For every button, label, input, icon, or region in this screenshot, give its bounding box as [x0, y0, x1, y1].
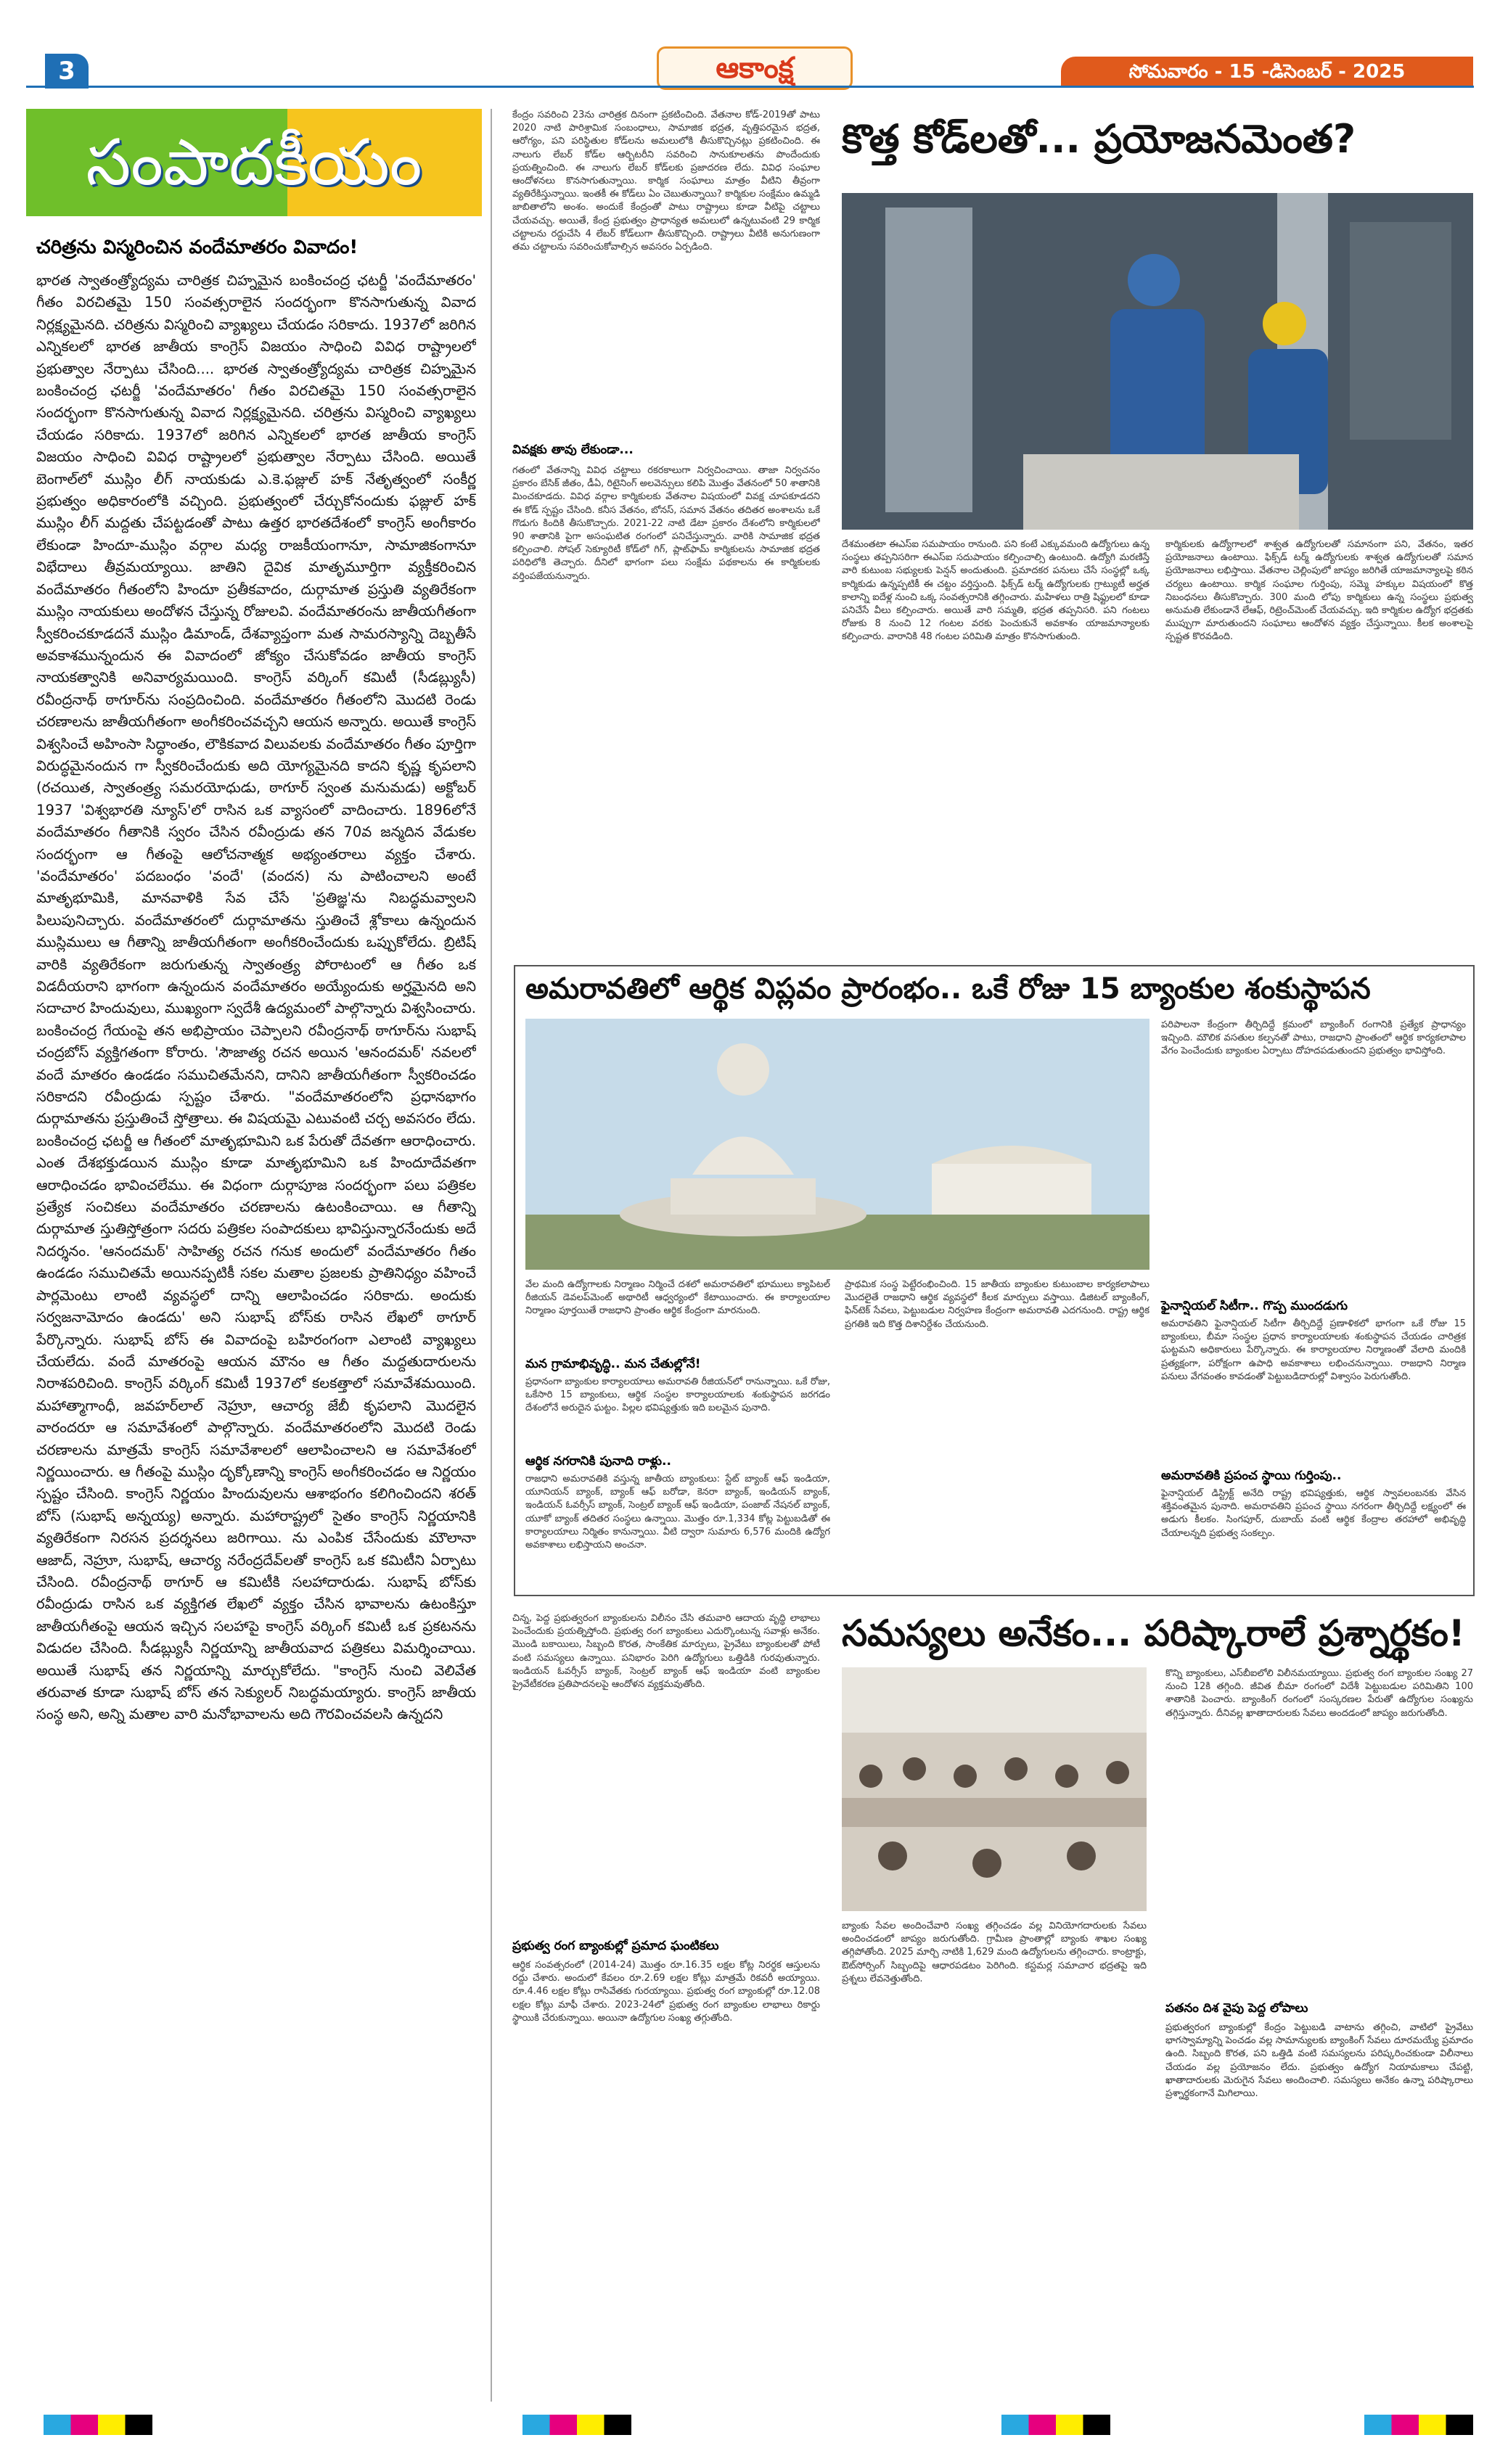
- page-number: 3: [45, 54, 89, 89]
- article2-caption: వేల మంది ఉద్యోగాలకు నిర్మాణం నిర్మించే దశలో అమరావతిలో భూములు క్యాపిటల్ రీజియన్ డెవలప్‌మెంట్ అథారిటీ ఆధ్వర్యంలో కేటాయించారు. ఈ కార్యాలయాల నిర్మాణం పూర్తయితే రాజధాని ప్రాంతం ఆర్థిక కేంద్రంగా మారనుంది.: [525, 1279, 830, 1317]
- article2-text-right: పరిపాలనా కేంద్రంగా తీర్చిదిద్దే క్రమంలో బ్యాంకింగ్ రంగానికి ప్రత్యేక ప్రాధాన్యం ఇచ్చింది. మౌలిక వసతుల కల్పనతో పాటు, రాజధాని ప్రాంతంలో ఆర్థిక కార్యకలాపాల వేగం పెంచేందుకు బ్యాంకుల ఏర్పాటు దోహదపడుతుందని ప్రభుత్వం భావిస్తోంది.: [1161, 1019, 1466, 1057]
- header-rule: [26, 86, 1474, 88]
- buddha-illustration: [525, 1019, 1149, 1270]
- article2-text-mid2: రాజధాని అమరావతికి వస్తున్న జాతీయ బ్యాంకులు: స్టేట్ బ్యాంక్ ఆఫ్ ఇండియా, యూనియన్ బ్యాంక్, బ్యాంక్ ఆఫ్ బరోడా, కెనరా బ్యాంక్, ఇండియన్ బ్యాంక్, ఇండియన్ ఓవర్సీస్ బ్యాంక్, సెంట్రల్ బ్యాంక్ ఆఫ్ ఇండియా, పంజాబ్ నేషనల్ బ్యాంక్, యూకో బ్యాంక్ తదితర సంస్థలు ఉన్నాయి. మొత్తం రూ.1,334 కోట్ల పెట్టుబడితో ఈ కార్యాలయాలు నిర్మితం కానున్నాయి. వీటి ద్వారా సుమారు 6,576 మందికి ఉద్యోగ అవకాశాలు లభిస్తాయని అంచనా.: [525, 1474, 830, 1551]
- masthead-logo: ఆకాంక్ష: [657, 46, 853, 90]
- article2-subhead-finance: ఫైనాన్షియల్ సిటీగా.. గొప్ప ముందడుగు: [1161, 1299, 1348, 1313]
- buddha-statue-photo: [525, 1019, 1149, 1270]
- color-registration-bar: [1364, 2415, 1473, 2435]
- article1-subhead: వివక్షకు తావు లేకుండా...: [512, 443, 634, 457]
- article2-subhead-foundation: ఆర్థిక నగరానికి పునాది రాళ్లు..: [525, 1454, 671, 1469]
- column-divider: [491, 109, 492, 2402]
- article2-text-right3: ఫైనాన్షియల్ డిస్ట్రిక్ట్ అనేది రాష్ట్ర భవిష్యత్తుకు, ఆర్థిక స్వావలంబనకు వేసిన శక్తివంతమైన పునాది. అమరావతిని ప్రపంచ స్థాయి నగరంగా తీర్చిదిద్దే లక్ష్యంలో ఈ అడుగు కీలకం. సింగపూర్, దుబాయ్ వంటి ఆర్థిక కేంద్రాల తరహాలో అభివృద్ధి చేయాలన్నది ప్రభుత్వ సంకల్పం.: [1161, 1488, 1466, 1539]
- date-banner: సోమవారం - 15 -డిసెంబర్ - 2025: [1061, 57, 1473, 87]
- article2-text-mid3: ప్రాథమిక సంస్థ పెట్టేరంభించింది. 15 జాతీయ బ్యాంకుల కుటుంబాల కార్యకలాపాలు మొదలైతే రాజధాని ఆర్థిక వ్యవస్థలో కీలక మార్పులు వస్తాయి. డిజిటల్ బ్యాంకింగ్, ఫిన్‌టెక్ సేవలు, పెట్టుబడుల నిర్వహణ కేంద్రంగా అమరావతి ఎదగనుంది. రాష్ట్ర ఆర్థిక ప్రగతికి ఇది కొత్త దిశానిర్దేశం చేయనుంది.: [845, 1279, 1149, 1330]
- color-registration-bar: [1001, 2415, 1110, 2435]
- article3-text-right: కొన్ని బ్యాంకులు, ఎస్‌బీఐలోలి విలీనమయ్యాయి. ప్రభుత్వ రంగ బ్యాంకుల సంఖ్య 27 నుంచి 12కి తగ్గింది. జీవిత బీమా రంగంలో విదేశీ పెట్టుబడుల పరిమితిని 100 శాతానికి పెంచారు. బ్యాంకింగ్ రంగంలో సంస్కరణల పేరుతో ఉద్యోగుల సంఖ్యను తగ్గిస్తున్నారు. దీనివల్ల ఖాతాదారులకు సేవలు అందడంలో జాప్యం జరుగుతోంది.: [1165, 1668, 1473, 1719]
- factory-workers-photo: [842, 193, 1473, 530]
- factory-illustration: [842, 193, 1473, 530]
- article3-text-left2: ఆర్థిక సంవత్సరంలో (2014-24) మొత్తం రూ.16.35 లక్షల కోట్ల నిరర్థక ఆస్తులను రద్దు చేశారు. అందులో కేవలం రూ.2.69 లక్షల కోట్లు మాత్రమే రికవరీ అయ్యాయి. రూ.4.46 లక్షల కోట్లు రాసివేతకు గురయ్యాయి. ప్రభుత్వ రంగ బ్యాంకుల్లో రూ.12.08 లక్షల కోట్లు మాఫీ చేశారు. 2023-24లో ప్రభుత్వ రంగ బ్యాంకుల లాభాలు రికార్డు స్థాయికి చేరుకున్నాయి. అయినా ఉద్యోగుల సంఖ్య తగ్గుతోంది.: [512, 1960, 820, 2024]
- article1-intro: కేంద్రం సవరించి 23ను చారిత్రక దినంగా ప్రకటించింది. వేతనాల కోడ్-2019తో పాటు 2020 నాటి పారిశ్రామిక సంబంధాలు, సామాజిక భద్రత, వృత్తిపరమైన భద్రత, ఆరోగ్యం, పని పరిస్థితుల కోడ్‌లను అమలులోకి తీసుకొచ్చినట్లు ప్రకటించింది. ఈ నాలుగు లేబర్ కోడ్‌ల ఆర్బిటరీని సవరించి సానుకూలతను పొందేందుకు ప్రయత్నించింది. ఈ నాలుగు లేబర్ కోడ్‌లకు ప్రజాదరణ లేదు. వివిధ సంఘాల ఆందోళనలు కొనసాగుతున్నాయి. కార్మిక సంఘాలు మాత్రం వీటిని తీవ్రంగా వ్యతిరేకిస్తున్నాయి. ఇంతకీ ఈ కోడ్‌లు ఏం చెబుతున్నాయి? కార్మికుల సంక్షేమం ఉమ్మడి జాబితాలోని అంశం. అందుకే కేంద్రంతో పాటు రాష్ట్రాలు కూడా వీటిపై చట్టాలు చేయవచ్చు. అయితే, కేంద్ర ప్రభుత్వం ప్రాధాన్యత అమలులో ఉన్నటువంటి 29 కార్మిక చట్టాలను రద్దుచేసి 4 లేబర్ కోడ్‌లుగా తీసుకొచ్చింది. రాష్ట్రాలు వీటికి అనుగుణంగా తమ చట్టాలను సవరించుకోవాల్సిన అవసరం ఏర్పడింది.: [512, 110, 820, 253]
- editorial-title: చరిత్రను విస్మరించిన వందేమాతరం వివాదం!: [36, 237, 358, 258]
- color-registration-bar: [44, 2415, 152, 2435]
- article1-text-right: కార్మికులకు ఉద్యోగాలలో శాశ్వత ఉద్యోగులతో సమానంగా పని, వేతనం, ఇతర ప్రయోజనాలు ఉంటాయి. ఫిక్స్‌డ్ టర్మ్ ఉద్యోగులకు శాశ్వత ఉద్యోగులతో సమాన ప్రయోజనాలు లభిస్తాయి. వేతనాల చెల్లింపులో జాప్యం జరిగితే యాజమాన్యాలపై కఠిన చర్యలు ఉంటాయి. కార్మిక సంఘాల గుర్తింపు, సమ్మె హక్కుల విషయంలో కొత్త నిబంధనలు తీసుకొచ్చారు. 300 మంది లోపు కార్మికులు ఉన్న సంస్థలు ప్రభుత్వ అనుమతి లేకుండానే లేఆఫ్, రిట్రెంచ్‌మెంట్ చేయవచ్చు. ఇది కార్మికుల ఉద్యోగ భద్రతకు ముప్పుగా మారుతుందని సంఘాలు ఆందోళన వ్యక్తం చేస్తున్నాయి. కీలక అంశాలపై స్పష్టత కొరవడింది.: [1165, 539, 1473, 643]
- article2-headline: అమరావతిలో ఆర్థిక విప్లవం ప్రారంభం.. ఒకే రోజు 15 బ్యాంకుల శంకుస్థాపన: [525, 972, 1371, 1006]
- article3-subhead-right: పతనం దిశ వైపు పెద్ద లోపాలు: [1165, 2001, 1308, 2016]
- article2-subhead-global: అమరావతికి ప్రపంచ స్థాయి గుర్తింపు..: [1161, 1469, 1342, 1483]
- editorial-banner-text: సంపాదకీయం: [86, 125, 422, 200]
- bank-crowd-photo: [842, 1667, 1147, 1911]
- bank-crowd-illustration: [842, 1667, 1147, 1911]
- article2-text-right2: అమరావతిని ఫైనాన్షియల్ సిటీగా తీర్చిదిద్దే ప్రణాళికలో భాగంగా ఒకే రోజు 15 బ్యాంకులు, బీమా సంస్థల ప్రధాన కార్యాలయాలకు శంకుస్థాపన చేయడం చారిత్రక ఘట్టమని అధికారులు పేర్కొన్నారు. ఈ కార్యాలయాల నిర్మాణంతో వేలాది మందికి ప్రత్యక్షంగా, పరోక్షంగా ఉపాధి అవకాశాలు లభించనున్నాయి. రాజధాని నిర్మాణ పనులు వేగవంతం కావడంతో పెట్టుబడిదారుల్లో విశ్వాసం పెరుగుతోంది.: [1161, 1318, 1466, 1382]
- color-registration-bar: [522, 2415, 631, 2435]
- article2-text-mid: ప్రధానంగా బ్యాంకుల కార్యాలయాలు అమరావతి రీజియన్‌లో రానున్నాయి. ఒకే రోజు, ఒకేసారి 15 బ్యాంకులు, ఆర్థిక సంస్థల కార్యాలయాలకు శంకుస్థాపన జరగడం దేశంలోనే అరుదైన ఘట్టం. పిల్లల భవిష్యత్తుకు ఇది బలమైన పునాది.: [525, 1376, 830, 1414]
- article1-text-left: దేశమంతటా ఈఎస్ఐ సమపాయం రానుంది. పని కంటే ఎక్కువమంది ఉద్యోగులు ఉన్న సంస్థలు తప్పనిసరిగా ఈఎస్ఐ సదుపాయం కల్పించాల్సి ఉంటుంది. ఉద్యోగి మరణిస్తే వారి కుటుంబ సభ్యులకు పెన్షన్ అందుతుంది. ప్రమాదకర పనులు చేసే సంస్థల్లో ఒక్క కార్మికుడు ఉన్నప్పటికీ ఈ చట్టం వర్తిస్తుంది. ఫిక్స్‌డ్ టర్మ్ ఉద్యోగులకు గ్రాట్యుటీ అర్హత కాలాన్ని ఐదేళ్ల నుంచి ఒక్క సంవత్సరానికి తగ్గించారు. మహిళలు రాత్రి షిఫ్టులలో కూడా పనిచేసే వీలు కల్పించారు. అయితే వారి సమ్మతి, భద్రత తప్పనిసరి. పని గంటలు రోజుకు 8 నుంచి 12 గంటల వరకు పెంచుకునే అవకాశం యాజమాన్యాలకు కల్పించారు. వారానికి 48 గంటల పరిమితి మాత్రం కొనసాగుతుంది.: [842, 539, 1149, 643]
- article1-headline: కొత్త కోడ్‌లతో... ప్రయోజనమెంత?: [842, 116, 1356, 162]
- article3-text-mid: బ్యాంకు సేవల అందించేవారి సంఖ్య తగ్గించడం వల్ల వినియోగదారులకు సేవలు అందించడంలో జాప్యం జరుగుతోంది. గ్రామీణ ప్రాంతాల్లో బ్యాంకు శాఖల సంఖ్య తగ్గిపోతోంది. 2025 మార్చి నాటికి 1,629 మంది ఉద్యోగులను తగ్గించారు. కాంట్రాక్టు, ఔట్‌సోర్సింగ్ సిబ్బందిపై ఆధారపడటం పెరిగింది. కస్టమర్ల సమాచార భద్రతపై ఇది ప్రశ్నలు లేవనెత్తుతోంది.: [842, 1921, 1147, 1984]
- article1-text: గతంలో వేతనాన్ని వివిధ చట్టాలు రకరకాలుగా నిర్వచించాయి. తాజా నిర్వచనం ప్రకారం బేసిక్ జీతం, డీఏ, రిటైనింగ్ అలవెన్సులు కలిపి మొత్తం వేతనంలో 50 శాతానికి మించకూడదు. వివిధ వర్గాల కార్మికులకు వేతనాల విషయంలో వివక్ష చూపకూడదని ఈ కోడ్ స్పష్టం చేసింది. కనీస వేతనం, బోనస్, సమాన వేతనం తదితర అంశాలను ఒకే గొడుగు కిందికి తీసుకొచ్చారు. 2021-22 నాటి డేటా ప్రకారం దేశంలోని కార్మికులలో 90 శాతానికి పైగా అసంఘటిత రంగంలో పనిచేస్తున్నారు. వారికి సామాజిక భద్రత కల్పించాలి. సోషల్ సెక్యూరిటీ కోడ్‌లో గిగ్, ప్లాట్‌ఫామ్ కార్మికులను సామాజిక భద్రత పరిధిలోకి తెచ్చారు. దీనిలో భాగంగా పలు సంక్షేమ పథకాలను ఈ కార్మికులకు వర్తింపజేయనున్నారు.: [512, 465, 820, 582]
- article3-headline: సమస్యలు అనేకం... పరిష్కారాలే ప్రశ్నార్థకం!: [842, 1612, 1465, 1654]
- editorial-body: భారత స్వాతంత్ర్యోద్యమ చారిత్రక చిహ్నమైన బంకించంద్ర ఛటర్జీ 'వందేమాతరం' గీతం విరచితమై 150 సంవత్సరాలైన సందర్భంగా కొనసాగుతున్న వివాద నిర్లక్ష్యమైనది. చరిత్రను విస్మరించి వ్యాఖ్యలు చేయడం సరికాదు. 1937లో జరిగిన ఎన్నికలలో భారత జాతీయ కాంగ్రెస్ విజయం సాధించి వివిధ రాష్ట్రాలలో ప్రభుత్వాల నేర్పాటు చేసింది.... భారత స్వాతంత్ర్యోద్యమ చారిత్రక చిహ్నమైన బంకించంద్ర ఛటర్జీ 'వందేమాతరం' గీతం విరచితమై 150 సంవత్సరాలైన సందర్భంగా కొనసాగుతున్న వివాద నిర్లక్ష్యమైనది. చరిత్రను విస్మరించి వ్యాఖ్యలు చేయడం సరికాదు. 1937లో జరిగిన ఎన్నికలలో భారత జాతీయ కాంగ్రెస్ విజయం సాధించి వివిధ రాష్ట్రాలలో ప్రభుత్వాల నేర్పాటు చేసింది. అయితే బెంగాల్‌లో ముస్లిం లీగ్ నాయకుడు ఎ.కె.ఫజ్లుల్ హక్ నేతృత్వంలో సంకీర్ణ ప్రభుత్వం అధికారంలోకి వచ్చింది. ప్రభుత్వంలో చేర్చుకోనందుకు ఫజ్లుల్ హక్ ముస్లిం లీగ్ మద్దతు చేపట్టడంతో పాటు ఉత్తర భారతదేశంలో కాంగ్రెస్ అంగీకారం లేకుండా హిందూ-ముస్లిం వర్గాల మధ్య రాజకీయంగానూ, సామాజికంగానూ విభేదాలు తీవ్రమయ్యాయి. జాతిని దైవిక మాతృమూర్తిగా వ్యక్తీకరించిన వందేమాతరం గీతంలోని హిందూ ప్రతీకవాదం, దుర్గామాత ప్రస్తుతి వ్యతిరేకంగా ముస్లిం నాయకులు అందోళన చేస్తున్న రోజులవి. వందేమాతరంను జాతీయగీతంగా స్వీకరించకూడదనే ముస్లిం డిమాండ్, దేశవ్యాప్తంగా మత సామరస్యాన్ని దెబ్బతీసే అవకాశమున్నందున ఈ వివాదంలో జోక్యం చేసుకోవడం జాతీయ కాంగ్రెస్ నాయకత్వానికి అనివార్యమయింది. కాంగ్రెస్ వర్కింగ్ కమిటీ (సీడబ్ల్యుసీ) రవీంద్రనాథ్ ఠాగూర్‌ను సంప్రదించింది. వందేమాతరం గీతంలోని మొదటి రెండు చరణాలను జాతీయగీతంగా అంగీకరించవచ్చని ఆయన అన్నారు. అయితే కాంగ్రెస్ విశ్వసించే అహింసా సిద్ధాంతం, లౌకికవాద విలువలకు వందేమాతరం గీతం పూర్తిగా విరుద్ధమైనందున గా స్వీకరించేందుకు అది యోగ్యమైనది కాదని కృష్ణ కృపలాని (రచయిత, స్వాతంత్ర్య సమరయోధుడు, ఠాగూర్ స్వంత మనుమడు) అక్టోబర్ 1937 'విశ్వభారతి న్యూస్'లో రాసిన ఒక వ్యాసంలో వాదించారు. 1896లోనే వందేమాతరం గీతానికి స్వరం చేసిన రవీంద్రుడు తన 70వ జన్మదిన వేడుకల సందర్భంగా ఆ గీతంపై ఆలోచనాత్మక అభ్యంతరాలు వ్యక్తం చేశారు. 'వందేమాతరం' పదబంధం 'వందే' (వందన) ను పాటించాలని అంటే మాతృభూమికి, మానవాళికి సేవ చేసే 'ప్రతిజ్ఞ'ను నిబద్ధమవ్వాలని పిలుపునిచ్చారు. వందేమాతరంలో దుర్గామాతను స్తుతించే శ్లోకాలు ఉన్నందున ముస్లిములు ఆ గీతాన్ని జాతీయగీతంగా అంగీకరించేందుకు ఒప్పుకోలేదు. బ్రిటిష్ వారికి వ్యతిరేకంగా జరుగుతున్న స్వాతంత్ర్య పోరాటంలో ఆ గీతం ఒక విడదీయరాని భాగంగా ఉన్నందున వందేమాతరం అయ్యేందుకు అర్హమైనది అని సదాచార హిందువులు, ముఖ్యంగా స్వదేశీ ఉద్యమంలో పాల్గొన్నారు విశ్వసించారు. బంకించంద్ర గేయంపై తన అభిప్రాయం చెప్పాలని రవీంద్రనాథ్ ఠాగూర్‌ను సుభాష్ చంద్రబోస్ వ్యక్తిగతంగా కోరారు. 'సౌజాత్య రచన అయిన 'ఆనందమఠ్' నవలలో వందే మాతరం ఉండడం సముచితమేనని, దానిని జాతీయగీతంగా స్వీకరించడం సరికాదని రవీంద్రుడు స్పష్టం చేశారు. "వందేమాతరంలోని ప్రధానభాగం దుర్గామాతను ప్రస్తుతించే స్తోత్రాలు. ఈ విషయమై ఎటువంటి చర్చ అవసరం లేదు. బంకించంద్ర ఛటర్జీ ఆ గీతంలో మాతృభూమిని ఒక పేరుతో దేవతగా ఆరాధించారు. ఎంత దేశభక్తుడయిన ముస్లిం కూడా మాతృభూమిని ఒక హిందూదేవతగా ఆరాధించడం భావించలేము. ఈ విధంగా దుర్గాపూజ సందర్భంగా పలు పత్రికల ప్రత్యేక సంచికలు వందేమాతరం చరణాలను ఉటంకించాయి. ఆ గీతాన్ని దుర్గామాత స్తుతిస్తోత్రంగా సదరు పత్రికల సంపాదకులు భావిస్తున్నారనేందుకు అదే నిదర్శనం. 'ఆనందమఠ్' సాహిత్య రచన గనుక అందులో వందేమాతరం గీతం ఉండడం సముచితమే అయినప్పటికీ సకల మతాల ప్రజలకు ప్రాతినిధ్యం వహించే పార్లమెంటు లాంటి వ్యవస్థలో దాన్ని ఆలాపించడం సరికాదు. అందుకు సర్వజనామోదం ఉండదు' అని సుభాష్ బోస్‌కు రాసిన లేఖలో ఠాగూర్ పేర్కొన్నారు. సుభాష్ బోస్ ఈ వివాదంపై బహిరంగంగా ఎలాంటి వ్యాఖ్యలు చేయలేదు. వందే మాతరంపై ఆయన మౌనం ఆ గీతం మద్దతుదారులను నిరాశపరిచింది. కాంగ్రెస్ వర్కింగ్ కమిటీ 1937లో కలకత్తాలో సమావేశమయింది. మహాత్మాగాంధీ, జవహర్‌లాల్ నెహ్రూ, ఆచార్య జేబీ కృపలాని మొదలైన వారందరూ ఆ సమావేశంలో పాల్గొన్నారు. వందేమాతరంలోని మొదటి రెండు చరణాలను మాత్రమే కాంగ్రెస్ సమావేశాలలో ఆలాపించాలని ఆ సమావేశంలో నిర్ణయించారు. ఆ గీతంపై ముస్లిం దృక్కోణాన్ని కాంగ్రెస్ అంగీకరించడం ఆ నిర్ణయం స్పష్టం చేసింది. కాంగ్రెస్ నిర్ణయం హిందువులను ఆశాభంగం కలిగించిందని శరత్ బోస్ (సుభాష్ అన్నయ్య) అన్నారు. మహారాష్ట్రలో సైతం కాంగ్రెస్ నిర్ణయానికి వ్యతిరేకంగా నిరసన ప్రదర్శనలు జరిగాయి. ను ఎంపిక చేసేందుకు మౌలానా ఆజాద్, నెహ్రూ, సుభాష్, ఆచార్య నరేంద్రదేవ్‌లతో కాంగ్రెస్ ఒక కమిటీని ఏర్పాటు చేసింది. రవీంద్రనాథ్ ఠాగూర్ ఆ కమిటీకి సలహాదారుడు. సుభాష్ బోస్‌కు రవీంద్రుడు రాసిన ఒక వ్యక్తిగత లేఖలో వ్యక్తం చేసిన భావాలను ఉటంకిస్తూ జాతీయగీతంపై ఆయన ఇచ్చిన సలహాపై కాంగ్రెస్ వర్కింగ్ కమిటీ ఒక ప్రకటనను విడుదల చేసింది. సీడబ్ల్యుసీ నిర్ణయాన్ని జాతీయవాద పత్రికలు విమర్శించాయి. అయితే సుభాష్ తన నిర్ణయాన్ని మార్చుకోలేదు. "కాంగ్రెస్ నుంచి వెలివేత తరువాత కూడా సుభాష్ బోస్ తన సెక్యులర్ నిబద్ధమయ్యారు. కాంగ్రెస్ జాతీయ సంస్థ అని, అన్ని మతాల వారి మనోభావాలను అది గౌరవించవలసి ఉన్నదని: [36, 272, 476, 1723]
- article3-subhead-left: ప్రభుత్వ రంగ బ్యాంకుల్లో ప్రమాద ఘంటికలు: [512, 1939, 719, 1953]
- article3-text-right2: ప్రభుత్వరంగ బ్యాంకుల్లో కేంద్రం పెట్టుబడి వాటాను తగ్గించి, వాటిలో ప్రైవేటు భాగస్వామ్యాన్ని పెంచడం వల్ల సామాన్యులకు బ్యాంకింగ్ సేవలు దూరమయ్యే ప్రమాదం ఉంది. సిబ్బంది కొరత, పని ఒత్తిడి వంటి సమస్యలను పరిష్కరించకుండా విలీనాలు చేయడం వల్ల ప్రయోజనం లేదు. ప్రభుత్వం ఉద్యోగ నియామకాలు చేపట్టి, ఖాతాదారులకు మెరుగైన సేవలు అందించాలి. సమస్యలు అనేకం ఉన్నా పరిష్కారాలు ప్రశ్నార్థకంగానే మిగిలాయి.: [1165, 2022, 1473, 2100]
- article2-subhead-village: మన గ్రామాభివృద్ధి.. మన చేతుల్లోనే!: [525, 1357, 701, 1371]
- editorial-banner: [26, 109, 482, 216]
- article3-text-left: చిన్న, పెద్ద ప్రభుత్వరంగ బ్యాంకులను విలీనం చేసి తమవారి ఆదాయ వృద్ధి లాభాలు పెంచేందుకు ప్రయత్నిస్తోంది. ప్రభుత్వ రంగ బ్యాంకులు ఎదుర్కొంటున్న సవాళ్లు అనేకం. మొండి బకాయిలు, సిబ్బంది కొరత, సాంకేతిక మార్పులు, ప్రైవేటు బ్యాంకులతో పోటీ వంటి సమస్యలు ఉన్నాయి. పనిభారం పెరిగి ఉద్యోగులు ఒత్తిడికి గురవుతున్నారు. ఇండియన్ ఓవర్సీస్ బ్యాంక్, సెంట్రల్ బ్యాంక్ ఆఫ్ ఇండియా వంటి బ్యాంకుల ప్రైవేటీకరణ ప్రతిపాదనలపై ఆందోళన వ్యక్తమవుతోంది.: [512, 1613, 820, 1691]
